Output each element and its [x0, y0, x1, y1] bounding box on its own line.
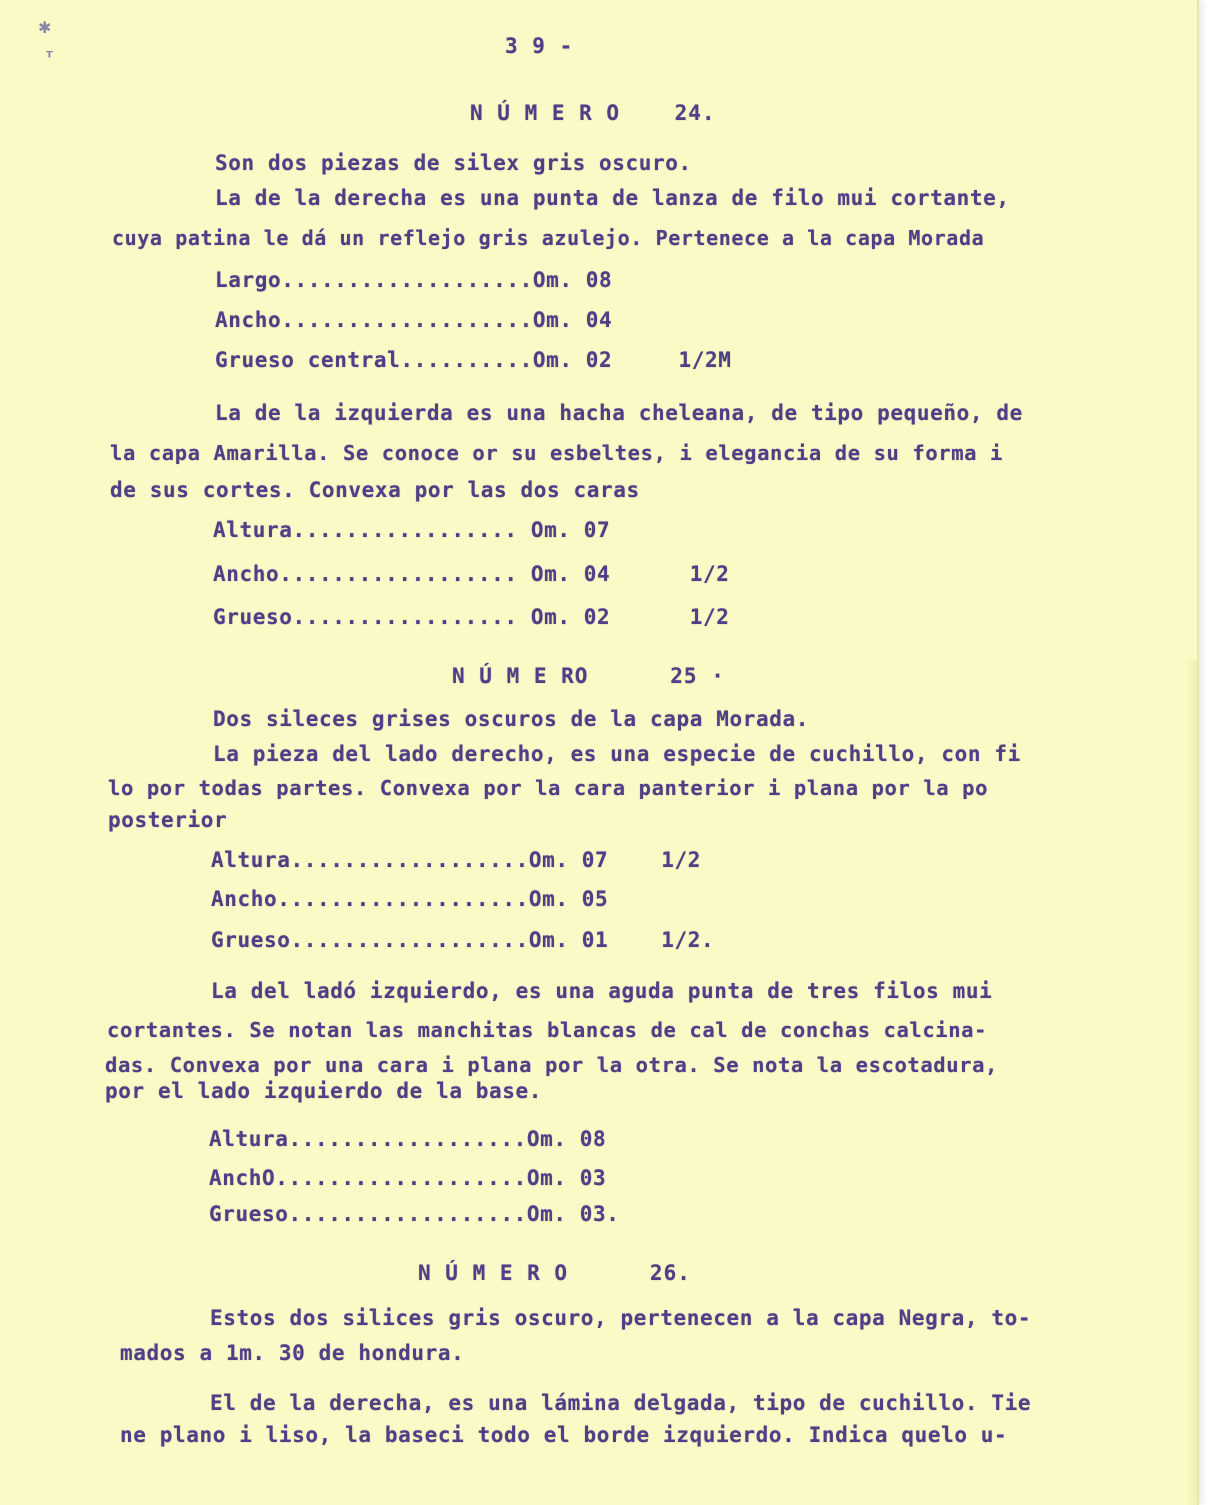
text-line: por el lado izquierdo de la base. — [105, 1079, 543, 1103]
measure-line: Largo...................Om. 08 — [215, 268, 613, 292]
measure-line: Grueso..................Om. 03. — [209, 1202, 620, 1226]
text-line: lo por todas partes. Convexa por la cara panterior i plana por la po — [108, 776, 989, 800]
text-line: Estos dos silices gris oscuro, pertenecen a la capa Negra, to- — [210, 1306, 1032, 1330]
text-line: posterior — [108, 808, 228, 832]
measure-line: Altura................. Om. 07 — [213, 518, 611, 542]
text-line: El de la derecha, es una lámina delgada, tipo de cuchillo. Tie — [210, 1391, 1032, 1415]
text-line: Dos sileces grises oscuros de la capa Morada. — [213, 707, 809, 731]
measure-line: Ancho...................Om. 05 — [211, 887, 609, 911]
text-line: La de la izquierda es una hacha cheleana, de tipo pequeño, de — [215, 401, 1023, 425]
measure-line: AnchO...................Om. 03 — [209, 1166, 607, 1190]
text-line: La pieza del lado derecho, es una especie de cuchillo, con fi — [213, 742, 1021, 766]
section-heading: N Ú M E RO 25 · — [452, 664, 725, 688]
measure-line: Grueso..................Om. 01 1/2. — [211, 928, 715, 952]
text-line: la capa Amarilla. Se conoce or su esbeltes, i elegancia de su forma i — [110, 441, 1004, 465]
text-line: Son dos piezas de silex gris oscuro. — [215, 151, 692, 175]
section-heading: N Ú M E R O 26. — [418, 1261, 691, 1285]
section-heading: N Ú M E R O 24. — [470, 101, 716, 125]
text-line: cortantes. Se notan las manchitas blancas de cal de conchas calcina- — [107, 1018, 988, 1042]
text-line: mados a 1m. 30 de hondura. — [120, 1341, 465, 1365]
ink-smudge: ✱ — [38, 18, 52, 37]
text-line: das. Convexa por una cara i plana por la otra. Se nota la escotadura, — [105, 1053, 999, 1077]
measure-line: Altura..................Om. 08 — [209, 1127, 607, 1151]
text-line: La del ladó izquierdo, es una aguda punta de tres filos mui — [211, 979, 993, 1003]
page-number: 3 9 - — [505, 34, 574, 58]
measure-line: Grueso................. Om. 02 1/2 — [213, 605, 730, 629]
text-line: ne plano i liso, la baseci todo el borde izquierdo. Indica quelo u- — [120, 1423, 1008, 1447]
measure-line: Altura..................Om. 07 1/2 — [211, 848, 701, 872]
page-fold-shadow — [1185, 660, 1197, 1505]
measure-line: Grueso central..........Om. 02 1/2M — [215, 348, 732, 372]
text-line: de sus cortes. Convexa por las dos caras — [110, 478, 640, 502]
text-line: La de la derecha es una punta de lanza de filo mui cortante, — [215, 186, 1010, 210]
ink-smudge: ᵀ — [46, 48, 53, 67]
text-line: cuya patina le dá un reflejo gris azulejo. Pertenece a la capa Morada — [112, 226, 985, 250]
measure-line: Ancho...................Om. 04 — [215, 308, 613, 332]
measure-line: Ancho.................. Om. 04 1/2 — [213, 562, 730, 586]
